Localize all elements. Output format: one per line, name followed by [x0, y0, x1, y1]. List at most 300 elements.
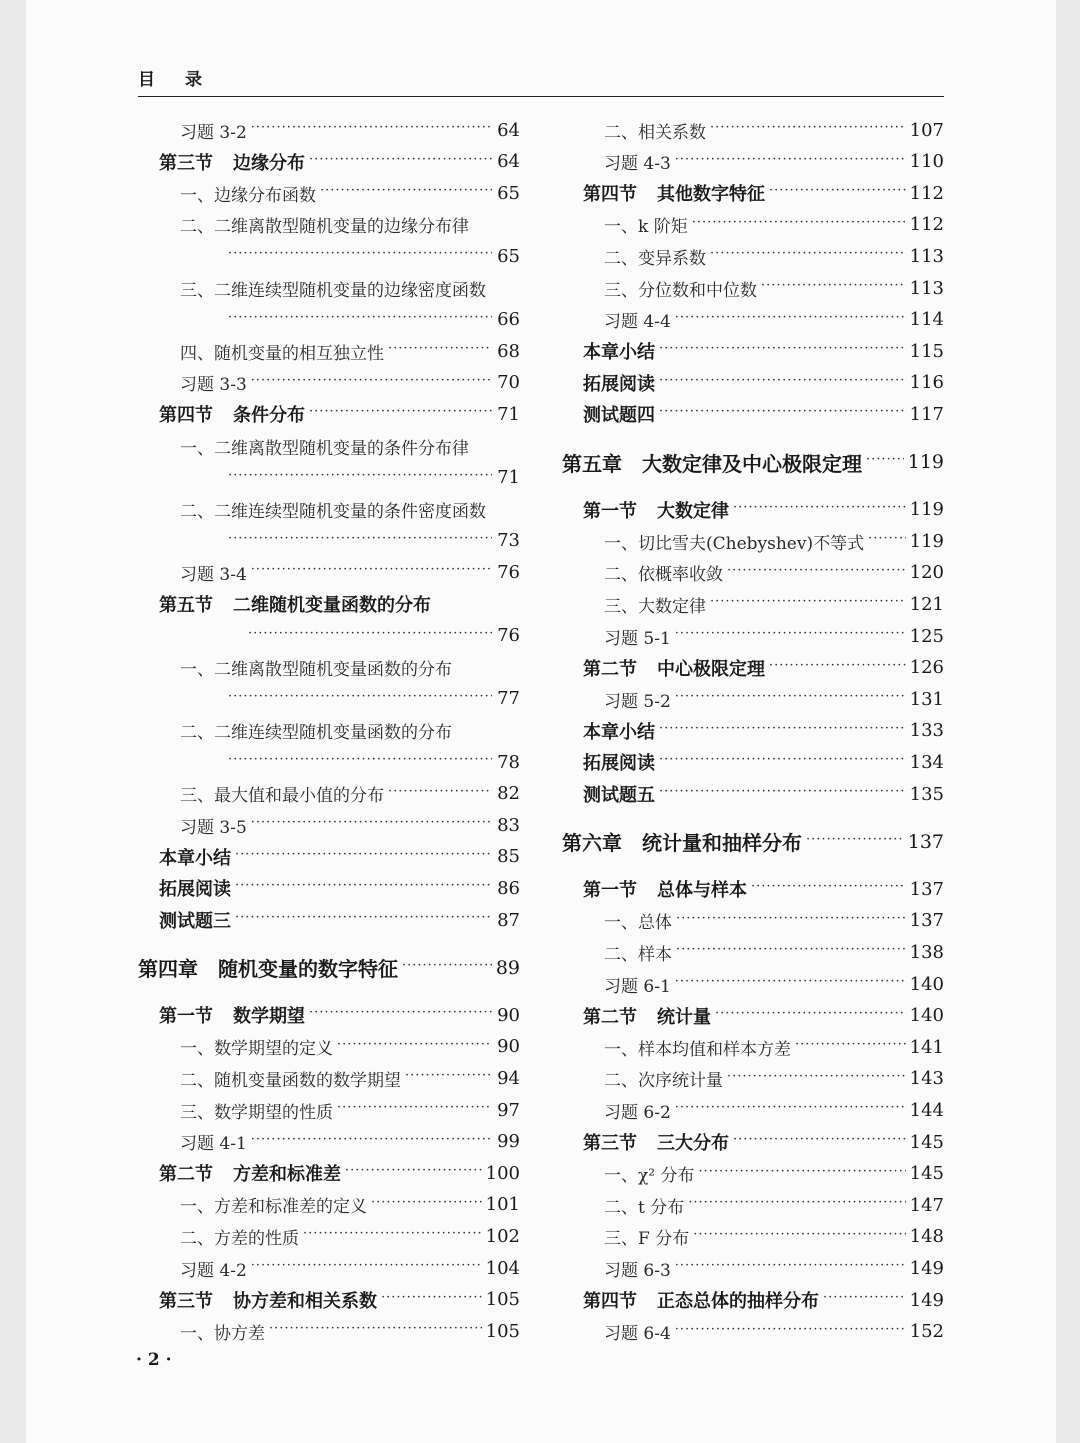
toc-entry-ex[interactable]	[180, 811, 520, 839]
toc-entry-title: 一、二维离散型随机变量函数的分布	[180, 659, 452, 680]
toc-entry-title	[583, 781, 655, 807]
toc-entry-label: 第六章	[562, 831, 622, 856]
page-header	[138, 58, 944, 97]
toc-entry-label: 第四节	[159, 405, 213, 427]
dot-leader	[269, 1317, 482, 1345]
toc-entry-label: 第二节	[159, 1164, 213, 1186]
toc-entry-ex[interactable]	[604, 148, 944, 176]
toc-entry-page: 115	[909, 340, 944, 362]
toc-entry-sub[interactable]	[604, 938, 944, 966]
toc-entry-sec[interactable]	[583, 369, 944, 397]
toc-entry-label: 第二节	[583, 658, 637, 680]
dot-leader	[710, 590, 906, 618]
toc-entry-page: 113	[909, 277, 944, 299]
toc-entry-page: 86	[497, 877, 520, 899]
dot-leader	[675, 1318, 906, 1346]
toc-entry-sec[interactable]	[583, 717, 944, 745]
toc-entry-sub[interactable]	[604, 211, 944, 239]
toc-entry-sec[interactable]	[583, 780, 944, 808]
toc-entry-page: 117	[909, 403, 944, 425]
toc-entry-title	[583, 749, 655, 775]
toc-entry-sec[interactable]	[583, 1002, 944, 1030]
toc-entry-sec[interactable]	[159, 148, 520, 176]
toc-entry-title: 习题 3-5	[180, 817, 247, 838]
toc-entry-title	[159, 1160, 341, 1186]
toc-entry-page: 134	[909, 751, 944, 773]
toc-entry-sec[interactable]	[159, 874, 520, 902]
toc-entry-heading: 总体与样本	[657, 880, 747, 902]
toc-entry-heading: 边缘分布	[233, 152, 305, 174]
toc-entry-sub[interactable]	[180, 1191, 520, 1219]
toc-entry-chap[interactable]	[562, 448, 944, 476]
dot-leader	[733, 1128, 906, 1156]
toc-entry-page: 66	[497, 309, 520, 331]
toc-entry-title: 一、二维离散型随机变量的条件分布律	[180, 438, 469, 459]
dot-leader	[769, 654, 906, 682]
toc-entry-sub[interactable]	[180, 1033, 520, 1061]
toc-entry-sec[interactable]	[159, 400, 520, 428]
toc-entry-label: 第一节	[583, 500, 637, 522]
toc-entry-page: 137	[907, 830, 944, 853]
dot-leader	[675, 148, 906, 176]
toc-entry-title: 一、协方差	[180, 1323, 265, 1344]
toc-entry-page: 147	[909, 1194, 944, 1216]
toc-entry-sec[interactable]	[583, 1128, 944, 1156]
dot-leader	[251, 558, 492, 586]
toc-entry-page: 90	[497, 1036, 520, 1058]
toc-entry-heading: 数学期望	[233, 1006, 305, 1028]
toc-entry-label: 第四节	[583, 184, 637, 206]
toc-entry-sub[interactable]	[180, 1317, 520, 1345]
toc-entry-page: 119	[909, 530, 944, 552]
toc-entry-title: 二、二维连续型随机变量的条件密度函数	[180, 501, 486, 522]
toc-entry-label: 第一节	[583, 880, 637, 902]
toc-entry-sub[interactable]	[604, 242, 944, 270]
toc-entry-sub[interactable]	[180, 653, 520, 681]
page-number: · 2 ·	[136, 1350, 172, 1370]
toc-entry-page: 78	[497, 751, 520, 773]
dot-leader	[659, 717, 906, 745]
toc-entry-title	[583, 718, 655, 744]
toc-entry-page: 119	[909, 499, 944, 521]
dot-leader	[309, 400, 492, 428]
dot-leader	[228, 306, 492, 334]
toc-entry-page: 65	[497, 182, 520, 204]
dot-leader	[675, 622, 906, 650]
toc-entry-title	[159, 591, 431, 617]
toc-entry-sec[interactable]	[159, 906, 520, 934]
toc-entry-heading: 二维随机变量函数的分布	[233, 595, 431, 616]
toc-entry-sub[interactable]	[180, 179, 520, 207]
toc-entry-page: 148	[909, 1226, 944, 1248]
toc-entry-sec[interactable]	[159, 843, 520, 871]
toc-entry-continuation	[224, 685, 520, 713]
toc-entry-title: 一、k 阶矩	[604, 217, 688, 238]
dot-leader	[303, 1222, 482, 1250]
toc-entry-continuation	[224, 306, 520, 334]
toc-entry-sub[interactable]	[604, 1033, 944, 1061]
toc-entry-page: 131	[909, 688, 944, 710]
toc-entry-sec[interactable]	[583, 1286, 944, 1314]
toc-entry-title	[159, 1002, 305, 1028]
toc-entry-continuation	[244, 622, 520, 650]
toc-entry-title	[138, 953, 398, 982]
toc-entry-title: 一、切比雪夫(Chebyshev)不等式	[604, 533, 865, 554]
toc-entry-title	[583, 1287, 819, 1313]
toc-entry-title: 三、F 分布	[604, 1229, 690, 1250]
toc-entry-label: 第三节	[159, 1290, 213, 1312]
toc-entry-page: 85	[497, 846, 520, 868]
toc-entry-label: 测试题三	[159, 911, 231, 932]
dot-leader	[381, 1286, 482, 1314]
dot-leader	[751, 875, 906, 903]
toc-entry-title	[583, 1129, 729, 1155]
toc-entry-page: 121	[909, 593, 944, 615]
toc-entry-ex[interactable]	[604, 1254, 944, 1282]
dot-leader	[251, 811, 492, 839]
dot-leader	[228, 685, 492, 713]
toc-entry-page: 64	[497, 119, 520, 141]
toc-entry-heading: 大数定律	[657, 500, 729, 522]
toc-entry-sub[interactable]	[180, 432, 520, 460]
dot-leader	[388, 337, 492, 365]
dot-leader	[659, 780, 906, 808]
toc-entry-page: 105	[485, 1320, 520, 1342]
toc-entry-sec[interactable]	[583, 875, 944, 903]
toc-entry-page: 76	[497, 625, 520, 647]
toc-entry-sub[interactable]	[604, 559, 944, 587]
toc-entry-ex[interactable]	[604, 970, 944, 998]
dot-leader	[388, 780, 492, 808]
toc-entry-heading: 中心极限定理	[657, 658, 765, 680]
dot-leader	[693, 1223, 905, 1251]
dot-leader	[235, 843, 492, 871]
dot-leader	[676, 907, 906, 935]
toc-entry-title: 习题 6-2	[604, 1102, 671, 1123]
dot-leader	[868, 527, 906, 555]
toc-entry-page: 65	[497, 245, 520, 267]
toc-entry-page: 110	[909, 151, 944, 173]
toc-entry-title	[562, 827, 802, 856]
dot-leader	[806, 828, 904, 856]
toc-entry-title	[159, 149, 305, 175]
toc-entry-title: 习题 3-2	[180, 122, 247, 143]
toc-entry-sec[interactable]	[159, 1001, 520, 1029]
toc-entry-heading: 统计量	[657, 1006, 711, 1028]
dot-leader	[675, 970, 906, 998]
toc-entry-page: 116	[909, 372, 944, 394]
toc-entry-page: 140	[909, 1005, 944, 1027]
toc-entry-title: 习题 4-4	[604, 312, 671, 333]
dot-leader	[866, 448, 904, 476]
dot-leader	[235, 874, 492, 902]
toc-entry-title: 一、总体	[604, 913, 672, 934]
toc-entry-sec[interactable]	[583, 179, 944, 207]
toc-entry-sub[interactable]	[604, 116, 944, 144]
toc-entry-label: 测试题四	[583, 405, 655, 427]
toc-entry-sub[interactable]	[604, 1160, 944, 1188]
toc-entry-page: 144	[909, 1099, 944, 1121]
toc-entry-title: 习题 5-1	[604, 628, 671, 649]
toc-entry-sec[interactable]	[583, 748, 944, 776]
toc-entry-page: 140	[909, 973, 944, 995]
toc-entry-title: 二、相关系数	[604, 122, 706, 143]
toc-entry-sub[interactable]	[180, 274, 520, 302]
toc-entry-page: 71	[497, 403, 520, 425]
toc-entry-title	[159, 1287, 377, 1313]
toc-entry-heading: 方差和标准差	[233, 1164, 341, 1186]
toc-entry-title: 习题 4-2	[180, 1260, 247, 1281]
toc-entry-page: 145	[909, 1163, 944, 1185]
dot-leader	[795, 1033, 906, 1061]
toc-entry-title	[583, 338, 655, 364]
toc-entry-ex[interactable]	[180, 116, 520, 144]
toc-entry-sub[interactable]	[180, 1222, 520, 1250]
toc-entry-ex[interactable]	[180, 369, 520, 397]
toc-entry-page: 135	[909, 783, 944, 805]
toc-entry-page: 149	[909, 1289, 944, 1311]
dot-leader	[405, 1064, 492, 1092]
dot-leader	[715, 1002, 906, 1030]
dot-leader	[251, 116, 492, 144]
toc-entry-page: 101	[485, 1194, 520, 1216]
toc-entry-title: 二、随机变量函数的数学期望	[180, 1070, 401, 1091]
toc-entry-ex[interactable]	[604, 685, 944, 713]
dot-leader	[228, 464, 492, 492]
toc-entry-label: 测试题五	[583, 785, 655, 806]
toc-entry-label: 第一节	[159, 1006, 213, 1028]
toc-entry-page: 125	[909, 625, 944, 647]
dot-leader	[710, 116, 906, 144]
toc-entry-page: 64	[497, 151, 520, 173]
toc-entry-label: 本章小结	[159, 847, 231, 869]
toc-entry-sub[interactable]	[604, 274, 944, 302]
toc-entry-title: 习题 6-4	[604, 1324, 671, 1345]
toc-entry-title: 一、样本均值和样本方差	[604, 1039, 791, 1060]
toc-entry-ex[interactable]	[604, 306, 944, 334]
toc-entry-page: 133	[909, 720, 944, 742]
toc-entry-label: 第四章	[138, 957, 198, 982]
toc-entry-title: 习题 4-3	[604, 154, 671, 175]
dot-leader	[251, 1254, 482, 1282]
toc-entry-page: 152	[909, 1321, 944, 1343]
dot-leader	[235, 906, 492, 934]
toc-entry-page: 105	[485, 1289, 520, 1311]
toc-entry-page: 113	[909, 245, 944, 267]
toc-entry-page: 137	[909, 910, 944, 932]
toc-entry-title: 二、次序统计量	[604, 1071, 723, 1092]
toc-entry-chap[interactable]	[138, 954, 520, 982]
toc-entry-sec[interactable]	[583, 496, 944, 524]
toc-entry-sub[interactable]	[180, 211, 520, 239]
toc-entry-title	[583, 1003, 711, 1029]
toc-entry-heading: 协方差和相关系数	[233, 1290, 377, 1312]
toc-entry-page: 119	[907, 451, 944, 473]
dot-leader	[251, 1128, 492, 1156]
toc-entry-ex[interactable]	[604, 1096, 944, 1124]
toc-entry-heading: 三大分布	[657, 1133, 729, 1154]
toc-entry-sub[interactable]	[604, 1065, 944, 1093]
toc-entry-continuation	[224, 748, 520, 776]
toc-entry-label: 拓展阅读	[583, 753, 655, 775]
toc-entry-sub[interactable]	[180, 495, 520, 523]
dot-leader	[309, 148, 492, 176]
toc-entry-page: 114	[909, 309, 944, 331]
toc-entry-page: 143	[909, 1068, 944, 1090]
toc-entry-title: 一、边缘分布函数	[180, 185, 316, 206]
toc-entry-sec[interactable]	[583, 337, 944, 365]
toc-entry-sec[interactable]	[159, 1159, 520, 1187]
toc-entry-title: 习题 6-3	[604, 1260, 671, 1281]
toc-entry-title	[583, 180, 765, 206]
toc-entry-page: 99	[497, 1131, 520, 1153]
toc-entry-page: 138	[909, 941, 944, 963]
toc-entry-ex[interactable]	[180, 558, 520, 586]
toc-entry-label: 拓展阅读	[583, 373, 655, 395]
page-title: 目录	[138, 70, 232, 90]
toc-entry-title: 二、二维连续型随机变量函数的分布	[180, 722, 452, 743]
toc-entry-title: 二、依概率收敛	[604, 565, 723, 586]
toc-entry-ex[interactable]	[180, 1128, 520, 1156]
toc-entry-ex[interactable]	[604, 1318, 944, 1346]
toc-entry-heading: 正态总体的抽样分布	[657, 1291, 819, 1312]
toc-entry-title: 二、二维离散型随机变量的边缘分布律	[180, 217, 469, 238]
toc-entry-label: 第五章	[562, 451, 622, 476]
dot-leader	[337, 1033, 492, 1061]
dot-leader	[248, 622, 492, 650]
toc-entry-heading: 条件分布	[233, 405, 305, 427]
toc-entry-sub[interactable]	[604, 1191, 944, 1219]
toc-entry-page: 137	[909, 878, 944, 900]
toc-entry-title: 三、大数定律	[604, 596, 706, 617]
dot-leader	[675, 1254, 906, 1282]
toc-entry-sec[interactable]	[159, 1286, 520, 1314]
toc-entry-page: 126	[909, 657, 944, 679]
toc-entry-sub[interactable]	[180, 1064, 520, 1092]
toc-entry-title	[583, 655, 765, 681]
toc-entry-title: 三、数学期望的性质	[180, 1102, 333, 1123]
toc-entry-page: 104	[485, 1257, 520, 1279]
toc-entry-title: 三、分位数和中位数	[604, 280, 757, 301]
toc-entry-title: 习题 6-1	[604, 976, 671, 997]
dot-leader	[727, 559, 906, 587]
toc-entry-label: 第四节	[583, 1291, 637, 1312]
toc-entry-sub[interactable]	[180, 780, 520, 808]
dot-leader	[228, 527, 492, 555]
dot-leader	[659, 337, 906, 365]
dot-leader	[320, 179, 492, 207]
dot-leader	[823, 1286, 906, 1314]
toc-entry-title: 习题 5-2	[604, 691, 671, 712]
dot-leader	[727, 1065, 906, 1093]
toc-entry-label: 第二节	[583, 1006, 637, 1028]
toc-entry-label: 拓展阅读	[159, 879, 231, 901]
toc-entry-title	[159, 844, 231, 870]
dot-leader	[402, 954, 492, 982]
dot-leader	[769, 179, 906, 207]
toc-entry-ex[interactable]	[180, 1254, 520, 1282]
toc-entry-chap[interactable]	[562, 828, 944, 856]
toc-entry-title: 二、变异系数	[604, 248, 706, 269]
toc-entry-title	[159, 401, 305, 427]
toc-entry-sec[interactable]	[159, 590, 520, 618]
dot-leader	[676, 938, 906, 966]
toc-entry-page: 68	[497, 340, 520, 362]
toc-entry-title: 习题 3-4	[180, 564, 247, 585]
toc-entry-label: 本章小结	[583, 342, 655, 364]
toc-entry-title: 二、样本	[604, 944, 672, 965]
dot-leader	[675, 685, 906, 713]
document-page	[26, 0, 1056, 1443]
toc-entry-title: 四、随机变量的相互独立性	[180, 343, 384, 364]
toc-entry-title	[583, 876, 747, 902]
toc-entry-page: 102	[485, 1225, 520, 1247]
dot-leader	[675, 1096, 906, 1124]
toc-entry-ex[interactable]	[604, 622, 944, 650]
dot-leader	[699, 1160, 906, 1188]
toc-entry-page: 82	[497, 783, 520, 805]
toc-entry-title: 一、方差和标准差的定义	[180, 1197, 367, 1218]
toc-entry-title	[159, 907, 231, 933]
dot-leader	[733, 496, 906, 524]
toc-entry-heading: 随机变量的数字特征	[218, 957, 398, 982]
toc-entry-title	[159, 875, 231, 901]
toc-entry-label: 本章小结	[583, 721, 655, 743]
toc-entry-page: 89	[495, 956, 520, 979]
toc-entry-page: 90	[497, 1004, 520, 1026]
dot-leader	[675, 306, 906, 334]
dot-leader	[309, 1001, 492, 1029]
dot-leader	[659, 369, 906, 397]
toc-entry-title: 习题 3-3	[180, 375, 247, 396]
toc-entry-label: 第五节	[159, 595, 213, 616]
toc-entry-title: 二、方差的性质	[180, 1228, 299, 1249]
toc-entry-sec[interactable]	[583, 400, 944, 428]
toc-entry-continuation	[224, 527, 520, 555]
toc-entry-page: 73	[497, 530, 520, 552]
toc-entry-sub[interactable]	[604, 590, 944, 618]
toc-entry-sub[interactable]	[604, 527, 944, 555]
toc-entry-page: 149	[909, 1257, 944, 1279]
toc-entry-heading: 统计量和抽样分布	[642, 831, 802, 856]
toc-entry-sub[interactable]	[180, 337, 520, 365]
toc-entry-sub[interactable]	[180, 716, 520, 744]
dot-leader	[228, 242, 492, 270]
toc-entry-sub[interactable]	[180, 1096, 520, 1124]
toc-entry-title: 二、t 分布	[604, 1197, 685, 1218]
toc-entry-page: 71	[497, 467, 520, 489]
dot-leader	[688, 1191, 905, 1219]
toc-entry-label: 第三节	[583, 1133, 637, 1154]
dot-leader	[228, 748, 492, 776]
toc-entry-page: 97	[497, 1099, 520, 1121]
dot-leader	[659, 748, 906, 776]
toc-entry-sub[interactable]	[604, 907, 944, 935]
toc-entry-title	[583, 497, 729, 523]
toc-entry-page: 112	[909, 182, 944, 204]
dot-leader	[251, 369, 492, 397]
toc-entry-sub[interactable]	[604, 1223, 944, 1251]
toc-entry-title: 一、χ² 分布	[604, 1166, 695, 1187]
toc-entry-page: 100	[485, 1162, 520, 1184]
toc-entry-sec[interactable]	[583, 654, 944, 682]
toc-entry-page: 120	[909, 562, 944, 584]
toc-entry-page: 70	[497, 372, 520, 394]
toc-entry-page: 107	[909, 119, 944, 141]
toc-entry-title: 一、数学期望的定义	[180, 1039, 333, 1060]
toc-entry-page: 76	[497, 561, 520, 583]
toc-entry-page: 77	[497, 688, 520, 710]
